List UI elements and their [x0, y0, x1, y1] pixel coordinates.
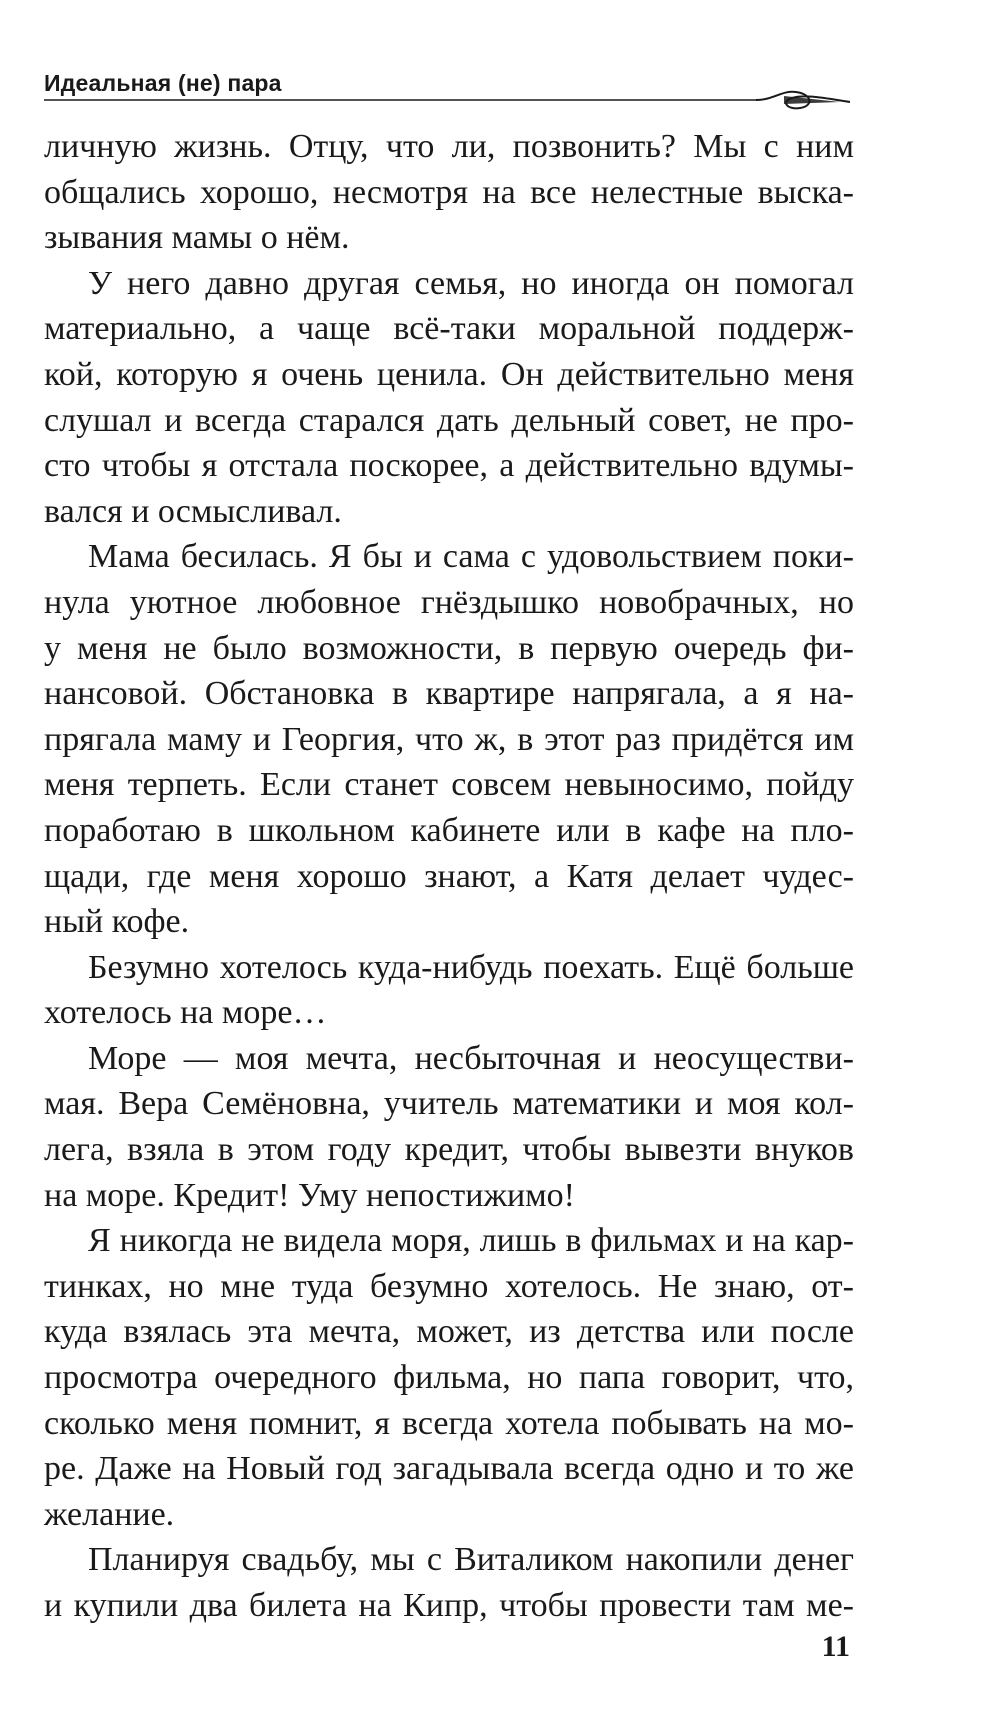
text-line: хотелось на море… [44, 994, 327, 1032]
text-line: щади, где меня хорошо знают, а Катя делает чудес- [44, 857, 854, 895]
text-line: ре. Даже на Новый год загадывала всегда одно и то же [44, 1450, 854, 1488]
text-line: желание. [44, 1495, 175, 1533]
text-line: куда взялась эта мечта, может, из детства или после [44, 1313, 854, 1351]
text-line: ный кофе. [44, 903, 190, 941]
header-ornament-rule [44, 84, 850, 112]
text-line: сколько меня помнит, я всегда хотела побывать на мо- [44, 1404, 854, 1442]
text-line: мая. Вера Семёновна, учитель математики и моя кол- [44, 1085, 854, 1123]
text-line: на море. Кредит! Уму непостижимо! [44, 1176, 575, 1214]
text-line: прягала маму и Георгия, что ж, в этот раз придётся им [44, 720, 854, 758]
text-line: кой, которую я очень ценила. Он действительно меня [44, 355, 854, 393]
text-line: слушал и всегда старался дать дельный совет, не про- [44, 401, 854, 439]
text-line: Планируя свадьбу, мы с Виталиком накопили денег [88, 1541, 854, 1579]
text-line: личную жизнь. Отцу, что ли, позвонить? Мы с ним [44, 128, 854, 165]
text-line: Море — моя мечта, несбыточная и неосуществи- [88, 1039, 854, 1077]
text-line: Я никогда не видела моря, лишь в фильмах и на кар- [88, 1222, 854, 1260]
body-text [44, 124, 854, 1629]
text-line: Безумно хотелось куда-нибудь поехать. Ещё больше [88, 948, 854, 986]
text-line: и купили два билета на Кипр, чтобы провести там ме- [44, 1587, 854, 1624]
text-line: общались хорошо, несмотря на все нелестные выска- [44, 173, 854, 211]
text-line: материально, а чаще всё-таки моральной поддерж- [44, 310, 854, 348]
text-line: вался и осмысливал. [44, 492, 342, 530]
text-line: нула уютное любовное гнёздышко новобрачных, но [44, 583, 854, 621]
text-line: Мама бесилась. Я бы и сама с удовольствием поки- [88, 538, 854, 576]
text-line: меня терпеть. Если станет совсем невыносимо, пойду [44, 766, 854, 804]
running-header-title: Идеальная (не) пара [44, 70, 282, 96]
text-line: поработаю в школьном кабинете или в кафе на пло- [44, 811, 854, 849]
text-line: зывания мамы о нём. [44, 219, 350, 257]
text-line: просмотра очередного фильма, но папа говорит, что, [44, 1359, 854, 1397]
text-line: лега, взяла в этом году кредит, чтобы вывезти внуков [44, 1131, 854, 1169]
text-line: сто чтобы я отстала поскорее, а действительно вдумы- [44, 447, 854, 485]
text-line: у меня не было возможности, в первую очередь фи- [44, 629, 854, 667]
text-line: У него давно другая семья, но иногда он помогал [88, 264, 854, 302]
page-number: 11 [821, 1630, 850, 1663]
text-line: нансовой. Обстановка в квартире напрягала, а я на- [44, 675, 854, 713]
text-line: тинках, но мне туда безумно хотелось. Не знаю, от- [44, 1267, 854, 1305]
